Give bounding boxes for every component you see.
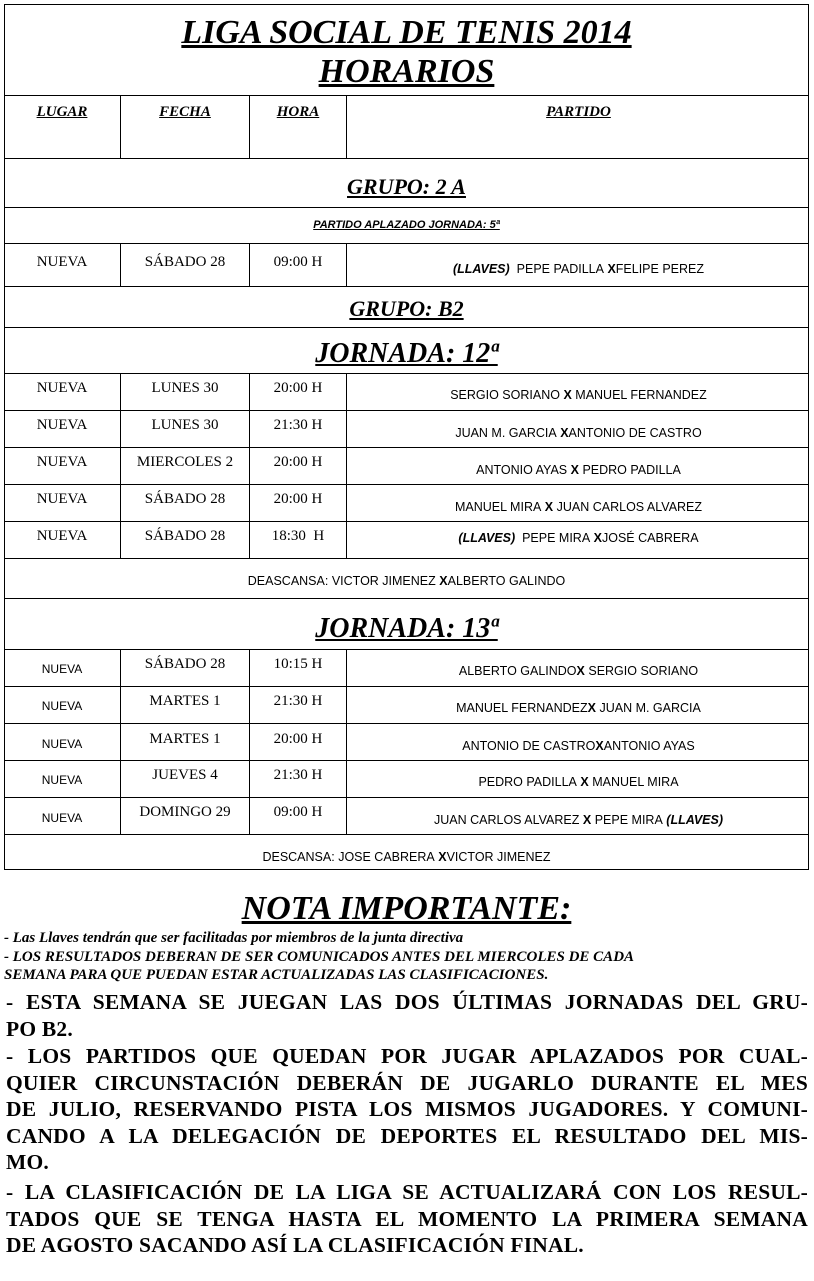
resting-players [4,850,809,864]
player-1: JUAN M. GARCIA [455,426,557,440]
note-line: QUIER CIRCUNSTACIÓN DEBERÁN DE JUGARLO DURANTE EL MES [6,1070,808,1095]
note-line: - LOS PARTIDOS QUE QUEDAN POR JUGAR APLAZADOS POR CUAL- [6,1044,808,1068]
cell-lugar: NUEVA [36,491,88,507]
cell-partido [348,463,809,478]
cell-partido [348,262,809,277]
divider [4,521,809,522]
cell-hora: 21:30 H [273,767,323,783]
player-1: ANTONIO DE CASTRO [462,739,596,753]
player-1: PEDRO PADILLA [478,775,577,789]
versus-mark: X [570,463,579,477]
cell-hora: 09:00 H [273,254,323,270]
divider [4,373,809,374]
cell-lugar: NUEVA [41,811,83,825]
divider [4,243,809,244]
divider [4,834,809,835]
note-line: DE JULIO, RESERVANDO PISTA LOS MISMOS JUGADORES. Y COMUNI- [6,1097,808,1121]
cell-hora: 10:15 H [273,656,323,672]
divider [4,410,809,411]
cell-hora: 21:30 H [273,417,323,433]
note-line: CANDO A LA DELEGACIÓN DE DEPORTES EL RESULTADO DEL MIS- [6,1123,808,1148]
cell-fecha: SÁBADO 28 [144,656,226,672]
cell-lugar: NUEVA [41,773,83,787]
cell-fecha: SÁBADO 28 [144,254,226,270]
versus-mark: X [544,500,554,514]
divider [4,598,809,599]
cell-partido [348,701,809,716]
keys-label: (LLAVES) [666,813,723,827]
column-divider [346,650,347,834]
player-2: FELIPE PEREZ [615,262,705,276]
player-2: MANUEL MIRA [592,775,679,789]
cell-fecha: MIERCOLES 2 [136,454,234,470]
versus-mark: X [593,531,602,545]
versus-mark: X [439,574,448,588]
player-2: SERGIO SORIANO [588,664,699,678]
note-paragraph [6,989,808,1042]
cell-fecha: JUEVES 4 [152,767,218,783]
page-subtitle: HORARIOS [318,53,495,90]
player-1: ANTONIO AYAS [476,463,568,477]
note-line: MO. [6,1150,49,1174]
cell-lugar: NUEVA [41,737,83,751]
player-1: JUAN CARLOS ALVAREZ [433,813,580,827]
column-divider [346,244,347,286]
cell-partido [348,664,809,679]
divider [4,686,809,687]
player-1: MANUEL MIRA [454,500,542,514]
cell-hora: 18:30 H [271,528,325,544]
column-header-hora: HORA [276,104,320,120]
note-line: - LOS RESULTADOS DEBERAN DE SER COMUNICADOS ANTES DEL MIERCOLES DE CADA [4,949,635,965]
cell-partido [348,813,809,828]
cell-lugar: NUEVA [36,528,88,544]
rest-label: DEASCANSA: [247,574,329,588]
cell-lugar: NUEVA [36,380,88,396]
divider [4,484,809,485]
versus-mark: X [582,813,592,827]
player-2: VICTOR JIMENEZ [446,850,551,864]
round-heading: JORNADA: 13ª [315,613,498,644]
cell-partido [348,500,809,515]
resting-players [4,574,809,588]
cell-hora: 09:00 H [273,804,323,820]
player-2: ANTONIO DE CASTRO [568,426,702,440]
cell-lugar: NUEVA [36,417,88,433]
player-2: JUAN M. GARCIA [599,701,701,715]
note-line: DE AGOSTO SACANDO ASÍ LA CLASIFICACIÓN FINAL. [6,1233,584,1257]
cell-fecha: LUNES 30 [151,380,219,396]
column-divider [346,96,347,158]
cell-partido [348,739,809,754]
cell-fecha: MARTES 1 [149,731,221,747]
cell-fecha: DOMINGO 29 [139,804,231,820]
player-1: SERGIO SORIANO [450,388,560,402]
page-title: LIGA SOCIAL DE TENIS 2014 [181,14,632,51]
divider [4,286,809,287]
group-heading: GRUPO: 2 A [347,174,466,199]
keys-label: (LLAVES) [458,531,516,545]
note-line: - ESTA SEMANA SE JUEGAN LAS DOS ÚLTIMAS JORNADAS DEL GRU- [6,990,808,1014]
cell-lugar: NUEVA [41,662,83,676]
versus-mark: X [587,701,596,715]
versus-mark: X [438,850,447,864]
divider [4,760,809,761]
note-line: SEMANA PARA QUE PUEDAN ESTAR ACTUALIZADAS LAS CLASIFICACIONES. [4,967,549,983]
cell-hora: 21:30 H [273,693,323,709]
cell-lugar: NUEVA [36,454,88,470]
divider [4,207,809,208]
column-header-partido: PARTIDO [546,104,611,120]
note-line: - LA CLASIFICACIÓN DE LA LIGA SE ACTUALIZARÁ CON LOS RESUL- [6,1180,808,1204]
note-line: PO B2. [6,1016,73,1041]
cell-partido [348,388,809,403]
note-paragraph [6,1179,808,1259]
column-header-fecha: FECHA [159,104,211,120]
player-2: PEDRO PADILLA [582,463,681,477]
cell-fecha: LUNES 30 [151,417,219,433]
cell-hora: 20:00 H [273,454,323,470]
divider [4,649,809,650]
keys-label: (LLAVES) [452,262,510,276]
player-2: JOSÉ CABRERA [602,531,699,545]
divider [4,797,809,798]
versus-mark: X [560,426,569,440]
column-header-lugar: LUGAR [36,104,88,120]
rest-label: DESCANSA: [262,850,335,864]
round-heading: JORNADA: 12ª [315,338,498,369]
divider [4,95,809,96]
cell-partido [348,531,809,546]
cell-lugar: NUEVA [36,254,88,270]
cell-hora: 20:00 H [273,491,323,507]
divider [4,327,809,328]
cell-lugar: NUEVA [41,699,83,713]
versus-mark: X [607,262,616,276]
player-2: JUAN CARLOS ALVAREZ [556,500,703,514]
player-1: MANUEL FERNANDEZ [456,701,588,715]
player-1: JOSE CABRERA [338,850,435,864]
player-2: PEPE MIRA [594,813,663,827]
player-1: PEPE PADILLA [516,262,604,276]
cell-fecha: SÁBADO 28 [144,528,226,544]
versus-mark: X [580,775,589,789]
column-divider [346,374,347,558]
note-title: NOTA IMPORTANTE: [241,890,572,927]
versus-mark: X [595,739,604,753]
divider [4,158,809,159]
postponed-note: PARTIDO APLAZADO JORNADA: 5ª [313,219,500,231]
player-1: ALBERTO GALINDO [458,664,577,678]
divider [4,723,809,724]
cell-partido [348,426,809,441]
note-paragraph [6,1043,808,1176]
player-2: ANTONIO AYAS [603,739,695,753]
cell-partido [348,775,809,790]
versus-mark: X [576,664,585,678]
player-1: VICTOR JIMENEZ [331,574,436,588]
divider [4,558,809,559]
note-line: TADOS QUE SE TENGA HASTA EL MOMENTO LA PRIMERA SEMANA [6,1206,808,1231]
versus-mark: X [563,388,572,402]
divider [4,447,809,448]
note-line: - Las Llaves tendrán que ser facilitadas por miembros de la junta directiva [4,930,464,946]
player-2: ALBERTO GALINDO [447,574,566,588]
cell-hora: 20:00 H [273,380,323,396]
group-heading: GRUPO: B2 [349,296,464,321]
player-1: PEPE MIRA [522,531,591,545]
cell-fecha: MARTES 1 [149,693,221,709]
player-2: MANUEL FERNANDEZ [575,388,707,402]
cell-fecha: SÁBADO 28 [144,491,226,507]
cell-hora: 20:00 H [273,731,323,747]
